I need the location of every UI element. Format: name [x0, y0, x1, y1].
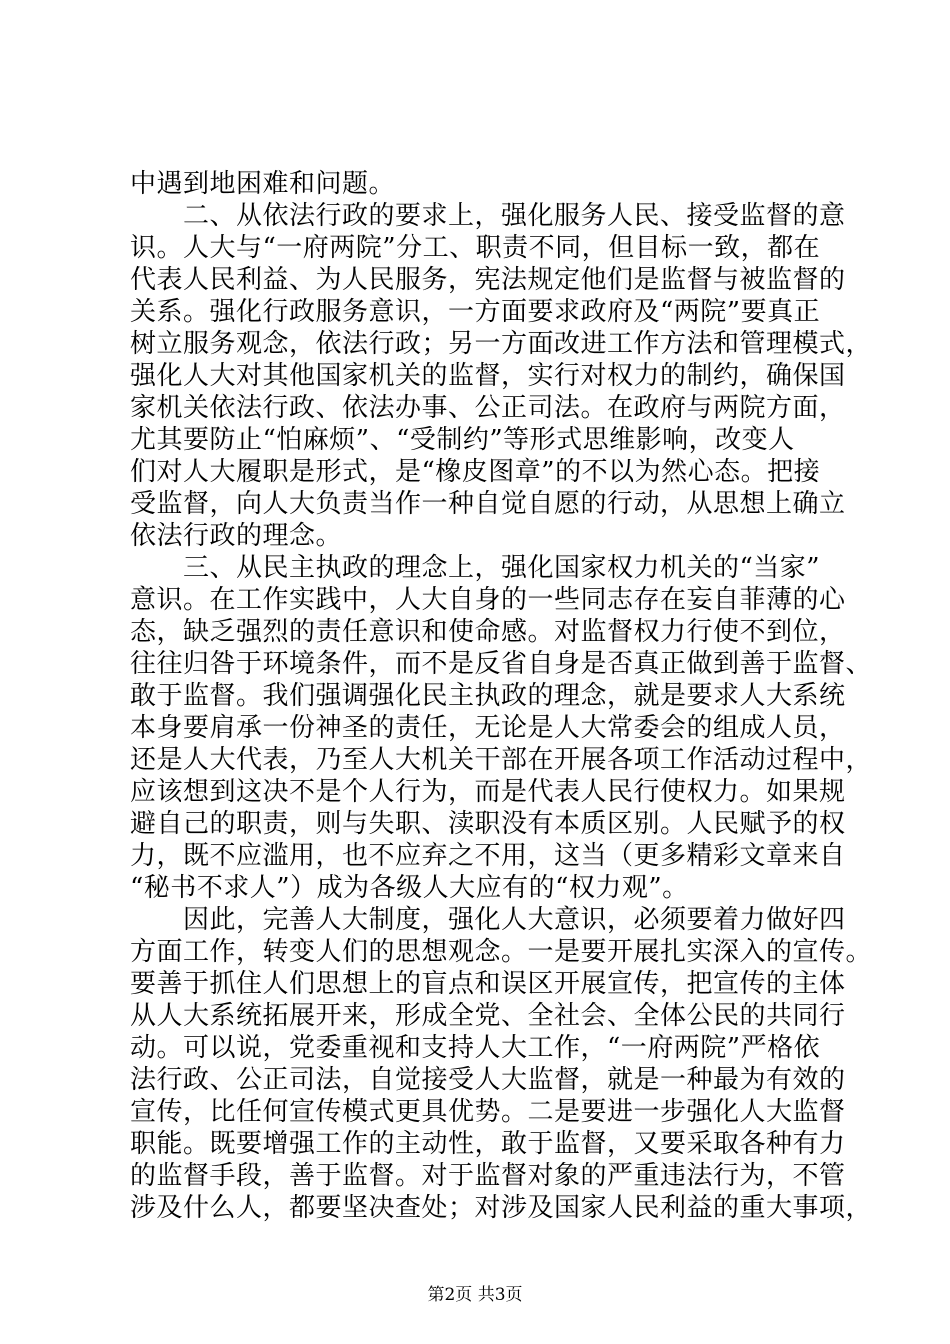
text-line: 避自己的职责，则与失职、渎职没有本质区别。人民赋予的权 [130, 809, 846, 839]
page-footer: 第2页 共3页 [427, 1285, 523, 1305]
body-text [130, 168, 873, 1224]
text-line: 依法行政的理念。 [130, 521, 343, 551]
text-line: 三、从民主执政的理念上，强化国家权力机关的“当家” [130, 553, 821, 583]
text-line: 涉及什么人，都要坚决查处；对涉及国家人民利益的重大事项， [130, 1193, 873, 1223]
text-line: 方面工作，转变人们的思想观念。一是要开展扎实深入的宣传。 [130, 937, 873, 967]
text-line: 中遇到地困难和问题。 [130, 169, 396, 199]
text-line: 因此，完善人大制度，强化人大意识，必须要着力做好四 [130, 905, 846, 935]
text-line: 本身要肩承一份神圣的责任，无论是人大常委会的组成人员， [130, 713, 846, 743]
text-line: 力，既不应滥用，也不应弃之不用，这当（更多精彩文章来自 [130, 841, 846, 871]
text-line: 受监督，向人大负责当作一种自觉自愿的行动，从思想上确立 [130, 489, 846, 519]
text-line: 强化人大对其他国家机关的监督，实行对权力的制约，确保国 [130, 361, 846, 391]
text-line: 态，缺乏强烈的责任意识和使命感。对监督权力行使不到位， [130, 617, 846, 647]
text-line: 往往归咎于环境条件，而不是反省自身是否真正做到善于监督、 [130, 649, 873, 679]
text-line: 职能。既要增强工作的主动性，敢于监督，又要采取各种有力 [130, 1129, 846, 1159]
text-line: “秘书不求人”）成为各级人大应有的“权力观”。 [130, 873, 689, 903]
text-line: 要善于抓住人们思想上的盲点和误区开展宣传，把宣传的主体 [130, 969, 846, 999]
text-line: 法行政、公正司法，自觉接受人大监督，就是一种最为有效的 [130, 1065, 846, 1095]
text-line: 从人大系统拓展开来，形成全党、全社会、全体公民的共同行 [130, 1001, 846, 1031]
text-line: 家机关依法行政、依法办事、公正司法。在政府与两院方面， [130, 393, 846, 423]
text-line: 二、从依法行政的要求上，强化服务人民、接受监督的意 [130, 201, 846, 231]
text-line: 还是人大代表，乃至人大机关干部在开展各项工作活动过程中， [130, 745, 873, 775]
text-line: 关系。强化行政服务意识，一方面要求政府及“两院”要真正 [130, 297, 821, 327]
text-line: 识。人大与“一府两院”分工、职责不同，但目标一致，都在 [130, 233, 821, 263]
text-line: 树立服务观念，依法行政；另一方面改进工作方法和管理模式， [130, 329, 873, 359]
text-line: 应该想到这决不是个人行为，而是代表人民行使权力。如果规 [130, 777, 846, 807]
text-line: 的监督手段，善于监督。对于监督对象的严重违法行为，不管 [130, 1161, 846, 1191]
text-line: 动。可以说，党委重视和支持人大工作，“一府两院”严格依 [130, 1033, 821, 1063]
text-line: 敢于监督。我们强调强化民主执政的理念，就是要求人大系统 [130, 681, 846, 711]
text-line: 意识。在工作实践中，人大自身的一些同志存在妄自菲薄的心 [130, 585, 846, 615]
text-line: 尤其要防止“怕麻烦”、“受制约”等形式思维影响，改变人 [130, 425, 795, 455]
text-line: 代表人民利益、为人民服务，宪法规定他们是监督与被监督的 [130, 265, 846, 295]
text-line: 们对人大履职是形式，是“橡皮图章”的不以为然心态。把接 [130, 457, 821, 487]
text-line: 宣传，比任何宣传模式更具优势。二是要进一步强化人大监督 [130, 1097, 846, 1127]
